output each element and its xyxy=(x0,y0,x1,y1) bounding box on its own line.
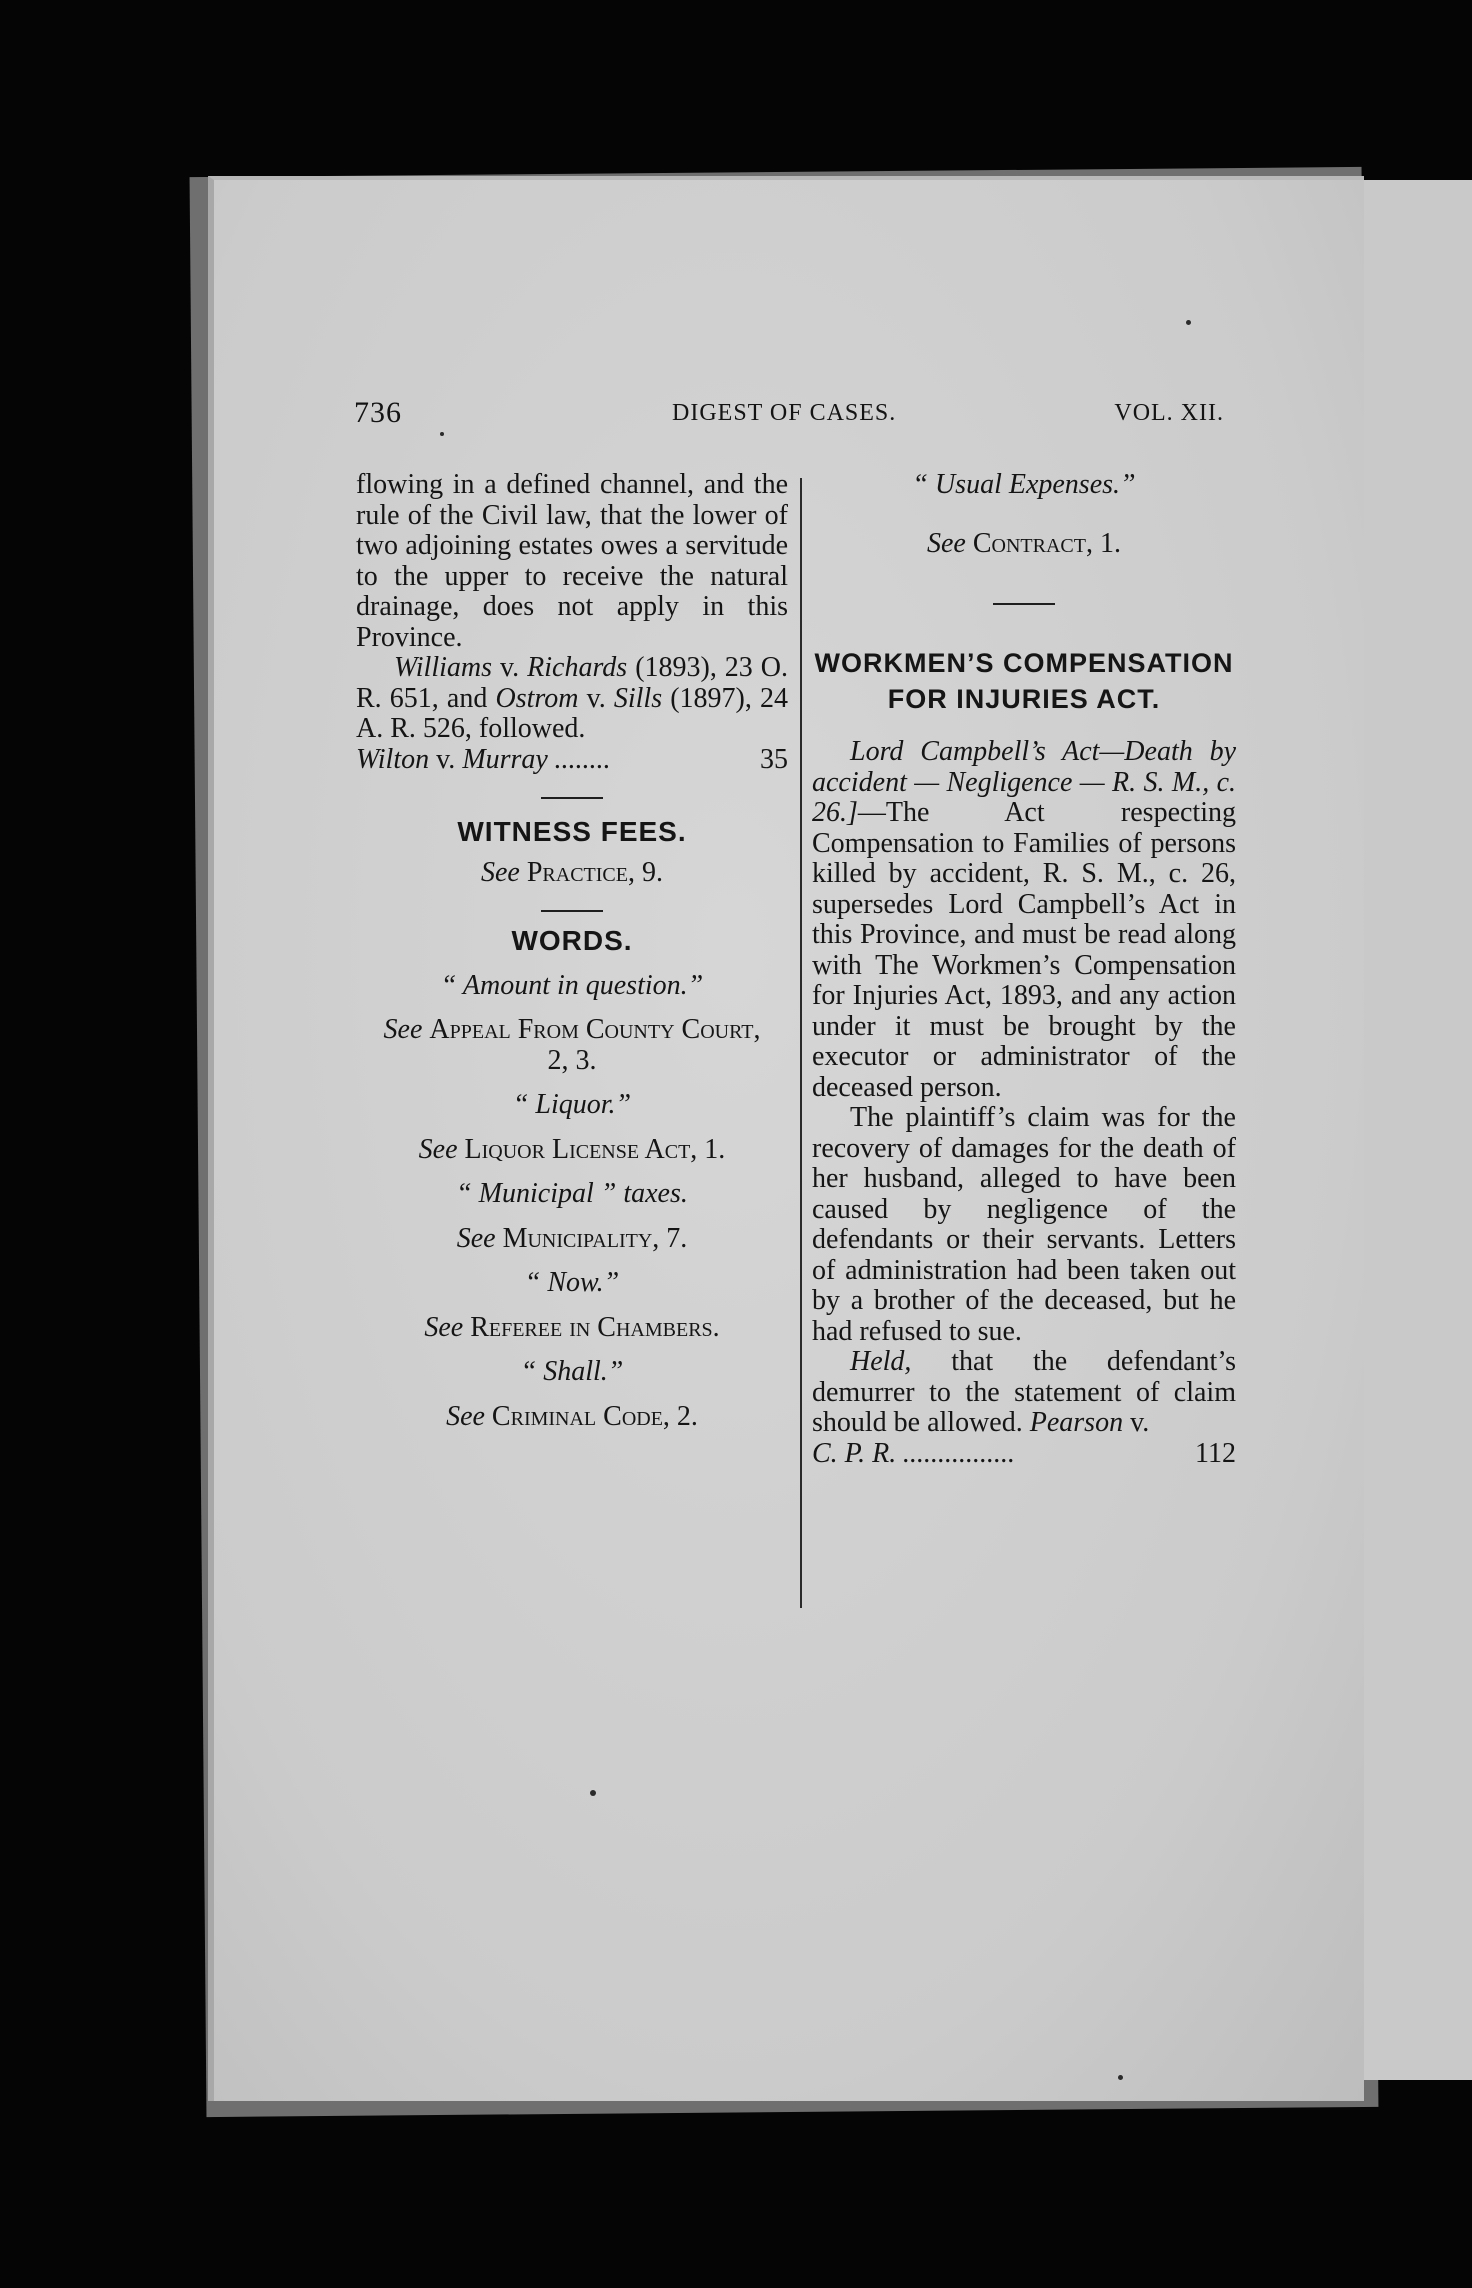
held-label: Held, xyxy=(850,1346,912,1377)
words-entry xyxy=(356,1090,788,1165)
versus: v. xyxy=(436,743,456,775)
case-name: Richards xyxy=(527,652,628,683)
running-title: DIGEST OF CASES. xyxy=(672,400,897,426)
word-term: “ Liquor.” xyxy=(512,1089,632,1120)
see-label: See xyxy=(456,1222,496,1254)
workmens-compensation-heading: WORKMEN’S COMPENSATION xyxy=(814,648,1234,678)
running-header xyxy=(354,396,1224,436)
volume-label: VOL. XII. xyxy=(1114,400,1224,426)
versus: v. xyxy=(578,682,614,714)
word-term: “ Usual Expenses.” xyxy=(912,469,1136,500)
words-entry xyxy=(356,1179,788,1254)
column-divider xyxy=(800,478,802,1608)
reference-target: Practice, 9. xyxy=(526,856,663,888)
see-label: See xyxy=(418,1133,458,1165)
reference-target: Contract, 1. xyxy=(972,527,1121,559)
cross-reference xyxy=(356,1402,788,1433)
right-column xyxy=(812,470,1236,1469)
reference-target: Criminal Code, 2. xyxy=(491,1400,698,1432)
headnote-text: —The Act respecting Compensation to Families of persons killed by accident, R. S. M., c. 26, supersedes Lord Campbell’s Act in this Province, and must be read along with The Workmen’s Compensation for Injuries Act, 1893, and any action under it must be brought by the executor or administrator of the deceased person. xyxy=(812,797,1236,1103)
cross-reference xyxy=(356,1015,788,1076)
facts-paragraph: The plaintiff’s claim was for the recovery of damages for the death of her husband, alleged to have been caused by negligence of the defendants or their servants. Letters of administration had been taken out by a brother of the deceased, but he had refused to sue. xyxy=(812,1102,1236,1347)
words-heading: WORDS. xyxy=(511,925,633,956)
see-label: See xyxy=(481,856,520,888)
cross-reference xyxy=(356,1224,788,1255)
case-name: Williams xyxy=(394,652,493,683)
case-page-number: 112 xyxy=(1195,1437,1236,1469)
followed-cases-paragraph xyxy=(356,653,788,745)
continuation-paragraph: flowing in a defined channel, and the rule of the Civil law, that the lower of two adjoining estates owes a servitude to the upper to receive the natural drainage, does not apply in this Province. xyxy=(356,469,788,653)
cross-reference xyxy=(356,1135,788,1166)
leader-dots: ................ xyxy=(902,1438,1015,1469)
headnote-paragraph xyxy=(812,737,1236,1103)
catchwords: Lord Campbell’s Act—Death by accident — Negligence — R. S. M., c. 26.] xyxy=(812,736,1236,828)
reference-target: Referee in Chambers. xyxy=(470,1311,720,1343)
cross-reference xyxy=(356,858,788,889)
words-entry xyxy=(356,971,788,1077)
citation: (1897), 24 A. R. 526, followed. xyxy=(356,682,788,744)
versus: v. xyxy=(499,652,520,683)
case-defendant: Murray xyxy=(462,743,548,775)
cross-reference xyxy=(812,529,1236,560)
case-defendant: C. P. R. xyxy=(812,1437,897,1469)
word-term: “ Now.” xyxy=(524,1267,620,1298)
see-label: See xyxy=(383,1014,423,1045)
scan-speck xyxy=(590,1790,596,1796)
case-name: Sills xyxy=(613,682,663,714)
case-plaintiff: Pearson xyxy=(1029,1407,1124,1438)
scan-speck xyxy=(1118,2075,1123,2080)
see-label: See xyxy=(424,1311,464,1343)
case-citation-row xyxy=(356,745,788,776)
holding-paragraph xyxy=(812,1347,1236,1439)
cross-reference xyxy=(356,1313,788,1344)
see-label: See xyxy=(446,1400,485,1432)
versus: v. xyxy=(1123,1407,1150,1438)
workmens-compensation-heading-line2: FOR INJURIES ACT. xyxy=(887,684,1161,714)
reference-target: Municipality, 7. xyxy=(502,1222,688,1254)
case-page-number: 35 xyxy=(760,743,788,775)
see-label: See xyxy=(927,527,966,559)
word-term: “ Shall.” xyxy=(520,1356,624,1387)
citation: (1893), 23 O. R. 651, and xyxy=(356,652,788,714)
word-term: “ Amount in question.” xyxy=(440,969,704,1001)
holding-text: that the defendant’s demurrer to the statement of claim should be allowed. xyxy=(812,1346,1236,1438)
reference-target: Appeal From County Court, 2, 3. xyxy=(429,1014,761,1076)
witness-fees-heading: WITNESS FEES. xyxy=(457,816,687,847)
page-number: 736 xyxy=(354,396,402,429)
words-entry xyxy=(356,1357,788,1432)
leader-dots: ........ xyxy=(553,744,610,775)
case-plaintiff: Wilton xyxy=(356,743,430,775)
facing-page-edge xyxy=(1360,180,1472,2080)
reference-target: Liquor License Act, 1. xyxy=(464,1133,726,1165)
scan-speck xyxy=(1186,320,1191,325)
word-term: “ Municipal ” taxes. xyxy=(456,1178,688,1209)
left-column xyxy=(356,470,788,1432)
case-name: Ostrom xyxy=(495,682,579,714)
words-entry xyxy=(356,1268,788,1343)
case-citation-row xyxy=(812,1439,1236,1470)
